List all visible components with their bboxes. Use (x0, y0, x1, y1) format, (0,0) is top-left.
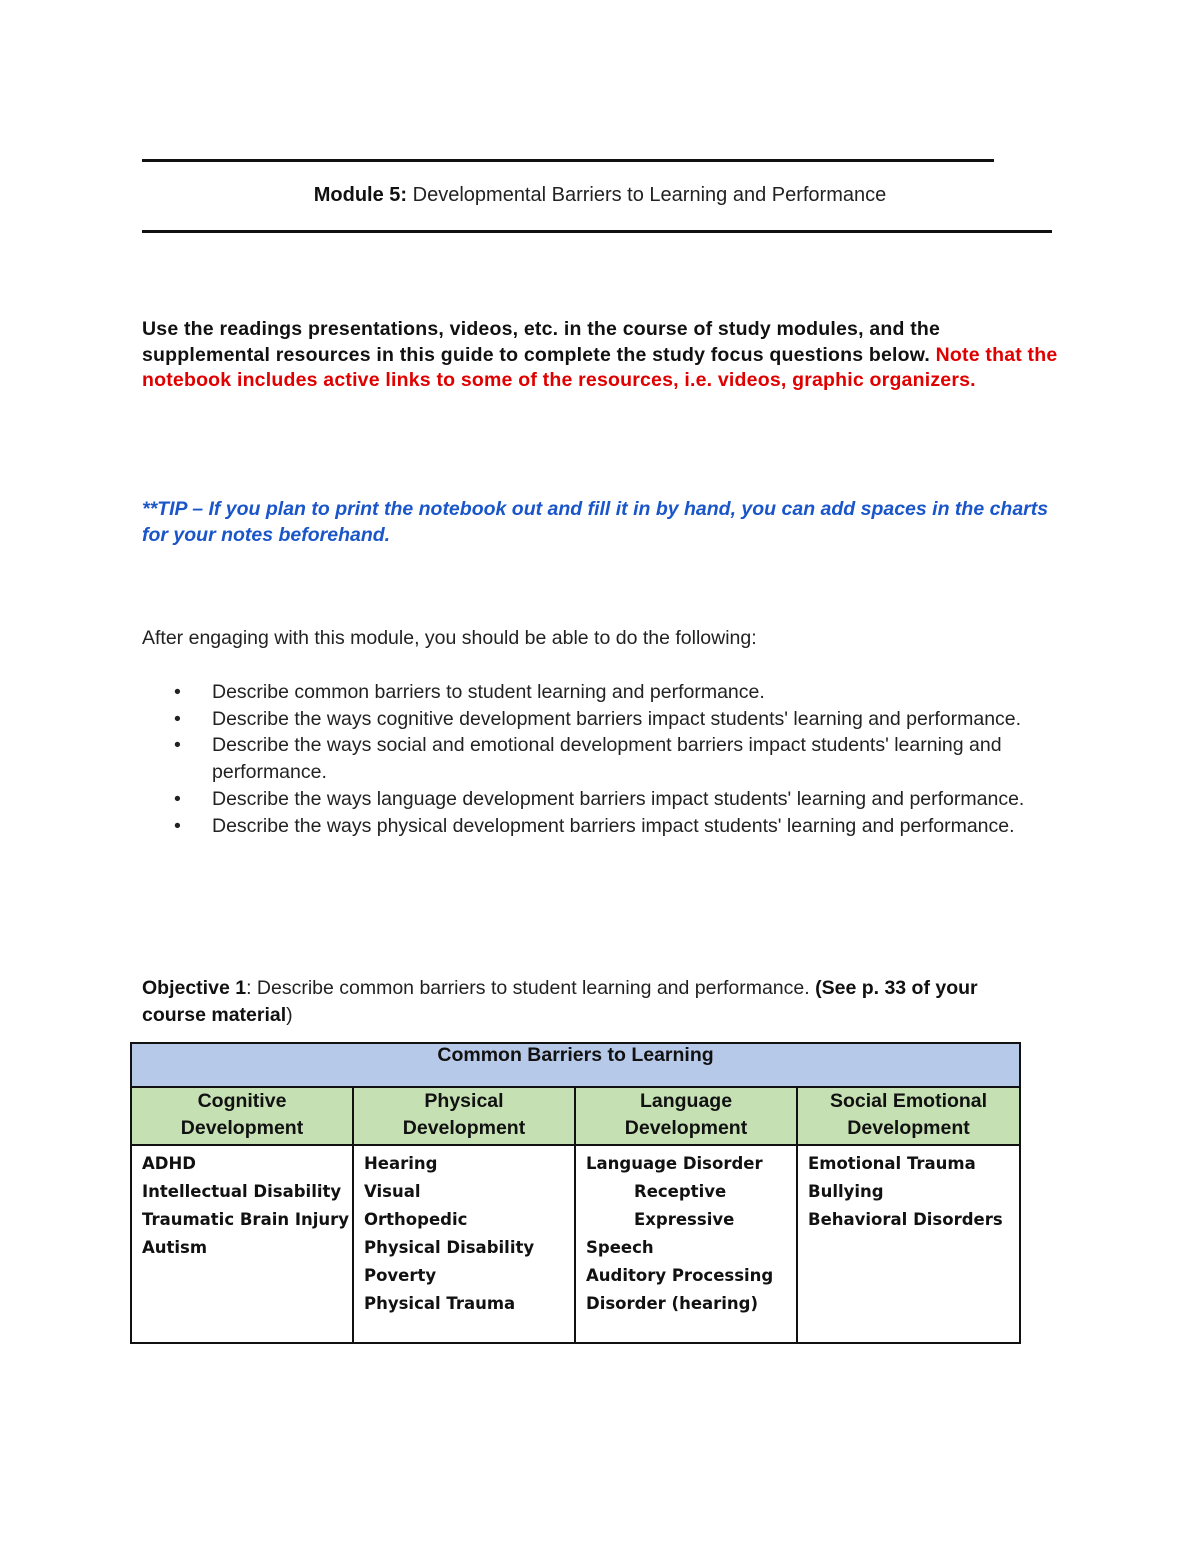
list-item: Bullying (808, 1182, 884, 1201)
column-header-line: Development (624, 1117, 748, 1139)
list-item: Auditory Processing (586, 1266, 774, 1285)
objective-text: Describe the ways physical development barriers impact students' learning and performance. (212, 814, 1015, 837)
column-header-line: Development (402, 1117, 526, 1139)
column-header-cognitive (131, 1087, 353, 1145)
list-item: Physical Trauma (364, 1294, 516, 1313)
objectives-intro: After engaging with this module, you should be able to do the following: (142, 627, 757, 649)
column-header-line: Development (847, 1117, 970, 1139)
objective-text: Describe common barriers to student learning and performance. (212, 681, 765, 703)
list-item: Behavioral Disorders (808, 1210, 1003, 1229)
column-header-line: Cognitive (197, 1090, 287, 1112)
objective-1-label: Objective 1 (142, 977, 247, 999)
column-header-line: Physical (424, 1090, 504, 1112)
physical-barriers-cell (353, 1145, 575, 1343)
list-item (142, 679, 1072, 706)
list-item: Autism (142, 1238, 208, 1257)
column-header-physical (353, 1087, 575, 1145)
list-item (142, 786, 1072, 813)
cognitive-barriers-cell (131, 1145, 353, 1343)
list-item: Physical Disability (364, 1238, 535, 1257)
objectives-list (142, 679, 1072, 839)
column-header-line: Development (180, 1117, 304, 1139)
intro-note: Note that the notebook includes active links to some of the resources, i.e. videos, graphic organizers. (142, 343, 1058, 391)
list-item: Disorder (hearing) (586, 1294, 759, 1313)
bullet-icon: • (174, 734, 181, 757)
column-header-line: Social Emotional (829, 1090, 988, 1112)
list-item (142, 706, 1072, 733)
list-item: Expressive (634, 1210, 735, 1229)
list-item: ADHD (142, 1154, 196, 1173)
objective-text: Describe the ways language development barriers impact students' learning and performance. (212, 787, 1025, 810)
list-item: Visual (364, 1182, 421, 1201)
column-header-line: Language (639, 1090, 733, 1112)
intro-text: Use the readings presentations, videos, etc. in the course of study modules, and the supplemental resources in this guide to complete the study focus questions below. (142, 318, 941, 366)
list-item: Speech (586, 1238, 654, 1257)
bottom-divider-rule (142, 219, 1052, 233)
objective-1-text: : Describe common barriers to student learning and performance. (246, 977, 816, 999)
list-item: Poverty (364, 1266, 437, 1285)
column-header-language (575, 1087, 797, 1145)
social-emotional-barriers-cell (797, 1145, 1020, 1343)
bullet-icon: • (174, 681, 181, 703)
objective-text: Describe the ways social and emotional development barriers impact students' learning and performance. (212, 734, 1002, 784)
bullet-icon: • (174, 707, 181, 730)
list-item: Orthopedic (364, 1210, 468, 1229)
list-item: Receptive (634, 1182, 727, 1201)
list-item: Emotional Trauma (808, 1154, 976, 1173)
list-item (142, 813, 1072, 840)
list-item: Traumatic Brain Injury (142, 1210, 350, 1229)
module-title-text: Developmental Barriers to Learning and Performance (407, 184, 887, 206)
column-header-social-emotional (797, 1087, 1020, 1145)
bullet-icon: • (174, 814, 181, 837)
list-item: Language Disorder (586, 1154, 763, 1173)
module-title (0, 184, 1200, 207)
bullet-icon: • (174, 787, 181, 810)
objective-1-close: ) (286, 1004, 293, 1026)
objective-1-heading (142, 975, 1042, 1029)
tip-paragraph: **TIP – If you plan to print the notebook out and fill it in by hand, you can add spaces in the charts for your notes beforehand. (142, 498, 1049, 546)
table-title: Common Barriers to Learning (131, 1043, 1020, 1087)
list-item: Intellectual Disability (142, 1182, 342, 1201)
language-barriers-cell (575, 1145, 797, 1343)
objective-1-reference: (See p. 33 of your course material (142, 977, 978, 1026)
list-item (142, 732, 1072, 785)
top-divider-rule (142, 148, 994, 162)
list-item: Hearing (364, 1154, 438, 1173)
objective-text: Describe the ways cognitive development barriers impact students' learning and performance. (212, 707, 1022, 730)
barriers-table (130, 1042, 1021, 1344)
module-label: Module 5: (313, 184, 408, 206)
intro-paragraph (142, 317, 1067, 394)
